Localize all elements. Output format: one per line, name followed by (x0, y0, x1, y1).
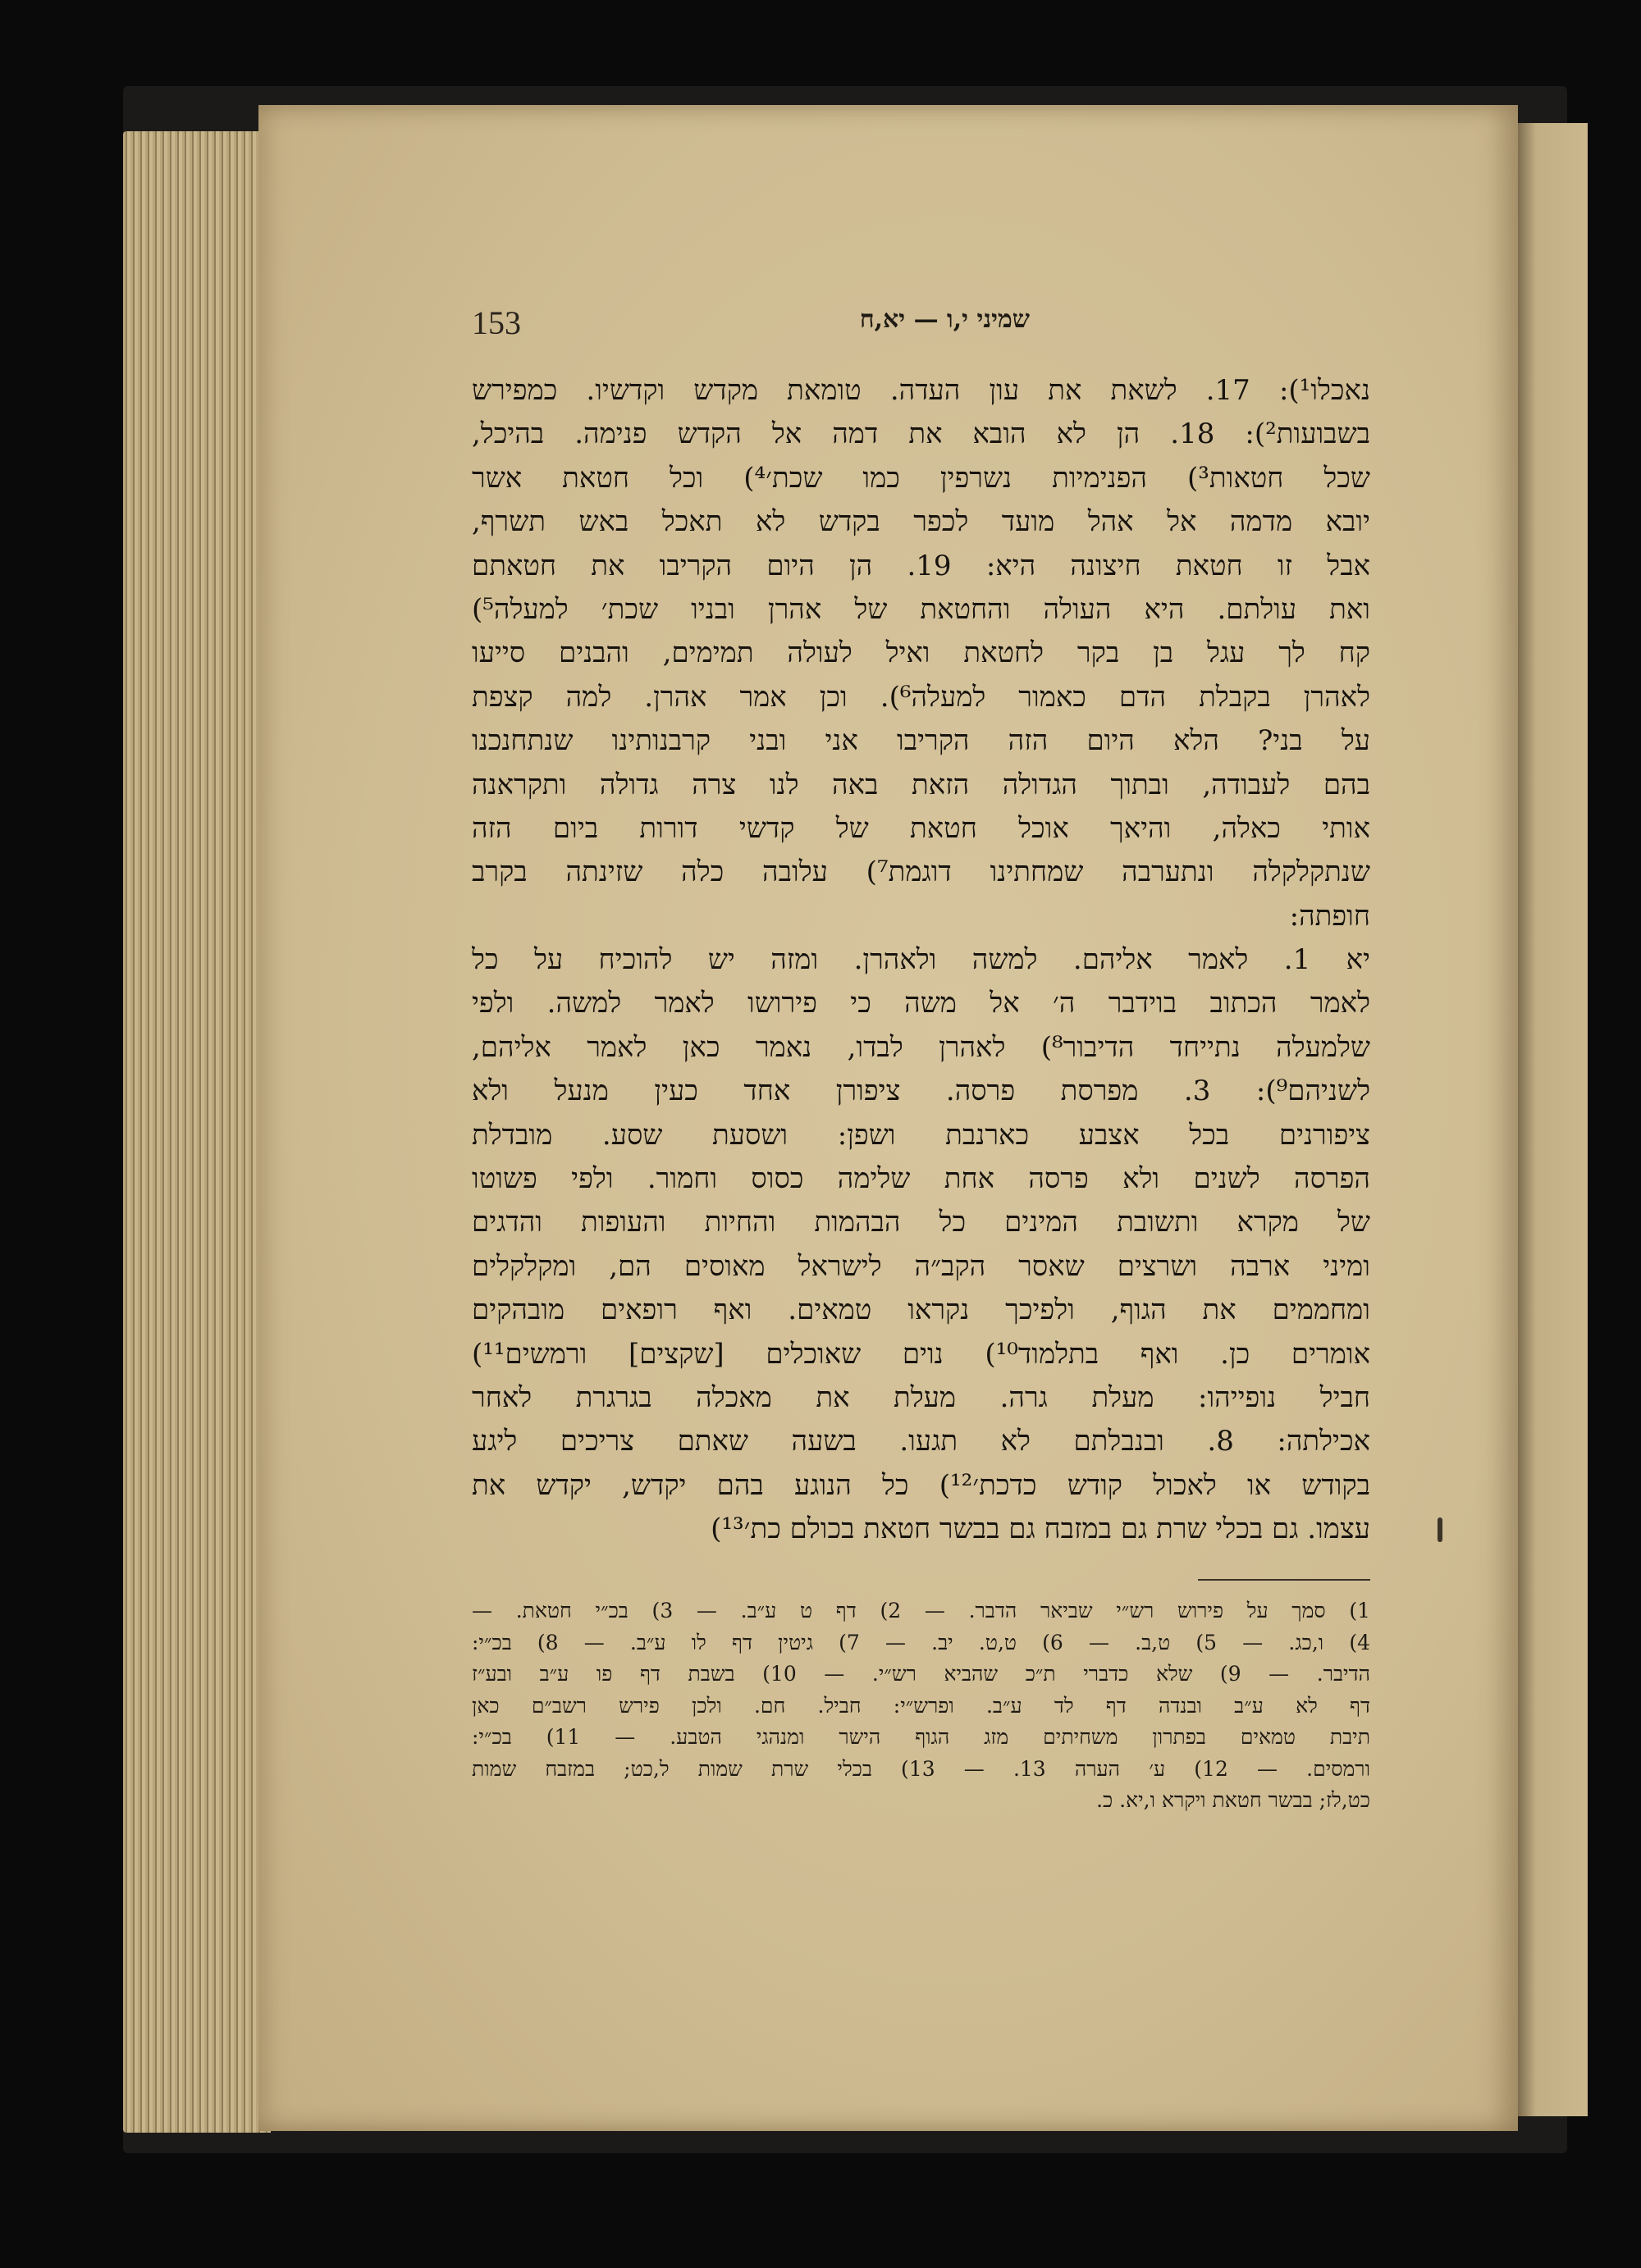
text-line: אותי כאלה, והיאך אוכל חטאת של קדשי דורות ביום הזה (472, 811, 1370, 845)
text-line: בהם לעבודה, ובתוך הגדולה הזאת באה לנו צרה גדולה ותקראנה (472, 768, 1370, 801)
text-line: בשבועות²): 18. הן לא הובא את דמה אל הקדש פנימה. בהיכל, (472, 418, 1370, 451)
footnote-line: הדיבר. — 9) שלא כדברי ת״כ שהביא רש״י. — 10) בשבת דף פו ע״ב ובע״ז (472, 1662, 1370, 1686)
footnote-line: כט,לז; בבשר חטאת ויקרא ו,יא. כ. (1096, 1788, 1370, 1812)
text-line: עצמו. גם בכלי שרת גם במזבח גם בבשר חטאת בכולם כת׳¹³) (711, 1513, 1370, 1546)
running-head: שמיני י,ו — יא,ח (859, 305, 1030, 334)
paragraph-1 (472, 369, 1370, 938)
footnote-line: ורמסים. — 12) ע׳ הערה 13. — 13) בכלי שרת שמות ל,כט; במזבח שמות (472, 1756, 1370, 1781)
text-line: בקודש או לאכול קודש כדכת׳¹²) כל הנוגע בהם יקדש, יקדש את (472, 1468, 1370, 1502)
text-line: של מקרא ותשובת המינים כל הבהמות והחיות והעופות והדגים (472, 1206, 1370, 1239)
page-edge-mark (1438, 1517, 1442, 1542)
page-edges (123, 131, 271, 2133)
text-line: שלמעלה נתייחד הדיבור⁸) לאהרן לבדו, נאמר כאן לאמר אליהם, (472, 1030, 1370, 1064)
page-header (472, 303, 1030, 345)
text-line: שנתקלקלה ונתערבה שמחתינו דוגמת⁷) עלובה כלה שזינתה בקרב (472, 856, 1370, 889)
text-line: ומיני ארבה ושרצים שאסר הקב״ה לישראל מאוסים הם, ומקלקלים (472, 1249, 1370, 1283)
text-line: יובא מדמה אל אהל מועד לכפר בקדש לא תאכל באש תשרף, (472, 505, 1370, 539)
text-line: הפרסה לשנים ולא פרסה אחת שלימה כסוס וחמור. ולפי פשוטו (472, 1162, 1370, 1196)
text-line: יא 1. לאמר אליהם. למשה ולאהרן. ומזה יש להוכיח על כל (472, 943, 1370, 977)
main-text (472, 369, 1370, 1552)
text-line: נאכלו¹): 17. לשאת את עון העדה. טומאת מקדש וקדשיו. כמפירש (472, 374, 1370, 407)
footnote-line: תיבת טמאים בפתרון משחיתים מזג הגוף הישר ומנהגי הטבע. — 11) בכ״י: (472, 1725, 1370, 1749)
text-line: ציפורנים בכל אצבע כארנבת ושפן: ושסעת שסע. מובדלת (472, 1118, 1370, 1152)
text-line: אכילתה: 8. ובנבלתם לא תגעו. בשעה שאתם צריכים ליגע (472, 1425, 1370, 1458)
text-line: קח לך עגל בן בקר לחטאת ואיל לעולה תמימים, והבנים סייעו (472, 637, 1370, 670)
footnote-line: דף לא ע״ב ובנדה דף לד ע״ב. ופרש״י: חביל. חם. ולכן פירש רשב״ם כאן (472, 1693, 1370, 1718)
text-line: חביל נופייהו: מעלת גרה. מעלת את מאכלה בגרגרת לאחר (472, 1380, 1370, 1414)
text-line: חופתה: (1289, 899, 1370, 933)
text-line: אבל זו חטאת חיצונה היא: 19. הן היום הקריבו את חטאתם (472, 549, 1370, 582)
footnotes (472, 1595, 1370, 1817)
text-line: שכל חטאות³) הפנימיות נשרפין כמו שכת׳⁴) וכל חטאת אשר (472, 461, 1370, 495)
footnote-line: 4) ו,כג. — 5) ט,ב. — 6) ט,ט. יב. — 7) גיטין דף לו ע״ב. — 8) בכ״י: (472, 1630, 1370, 1654)
text-line: לאהרן בקבלת הדם כאמור למעלה⁶). וכן אמר אהרן. למה קצפת (472, 680, 1370, 714)
text-line: על בני? הלא היום הזה הקריבו אני ובני קרבנותינו שנתחנכנו (472, 724, 1370, 758)
facing-page-edge (1514, 123, 1588, 2116)
text-line: לאמר הכתוב בוידבר ה׳ אל משה כי פירושו לאמר למשה. ולפי (472, 987, 1370, 1020)
text-line: ומחממים את הגוף, ולפיכך נקראו טמאים. ואף רופאים מובהקים (472, 1294, 1370, 1327)
footnote-line: 1) סמך על פירוש רש״י שביאר הדבר. — 2) דף ט ע״ב. — 3) בכ״י חטאת. — (472, 1599, 1370, 1622)
footnote-rule (1198, 1579, 1370, 1581)
page-number: 153 (472, 304, 521, 341)
text-line: ואת עולתם. היא העולה והחטאת של אהרן ובניו שכת׳ למעלה⁵) (472, 592, 1370, 626)
paragraph-2 (472, 938, 1370, 1551)
text-line: אומרים כן. ואף בתלמוד¹⁰) נוים שאוכלים [שקצים] ורמשים¹¹) (472, 1337, 1370, 1371)
text-line: לשניהם⁹): 3. מפרסת פרסה. ציפורן אחד כעין מנעל ולא (472, 1075, 1370, 1108)
